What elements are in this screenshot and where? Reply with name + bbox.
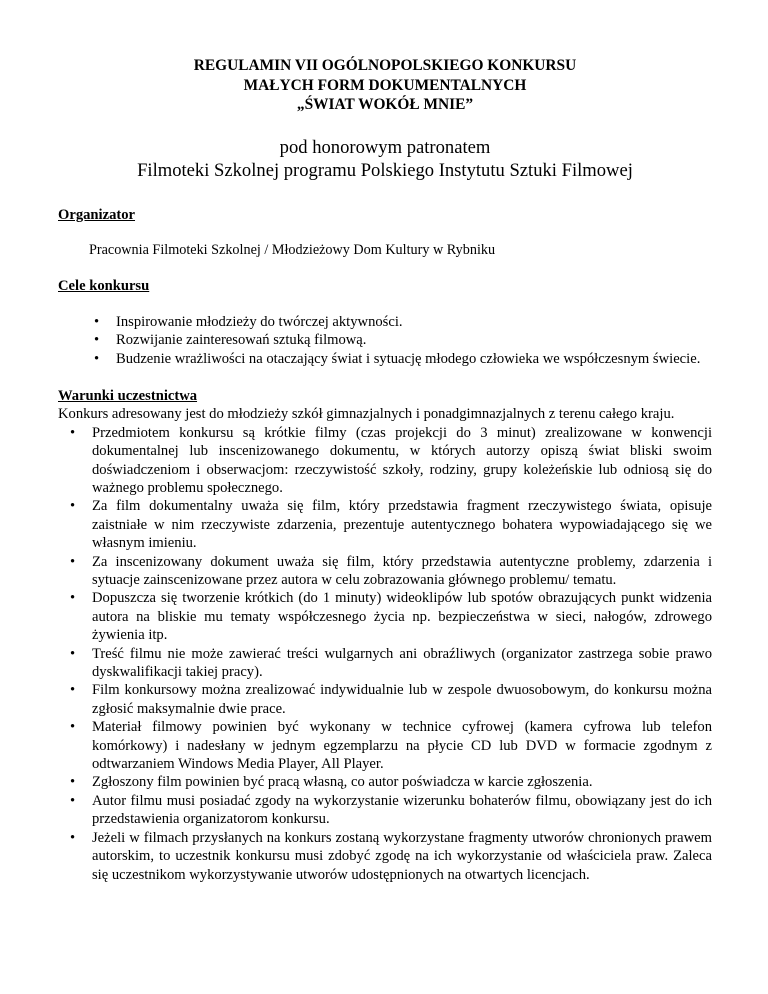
bullet-icon: • bbox=[70, 590, 76, 607]
document-subtitle bbox=[58, 136, 712, 182]
title-line-3: „ŚWIAT WOKÓŁ MNIE” bbox=[296, 96, 474, 113]
condition-item bbox=[58, 792, 712, 829]
bullet-icon: • bbox=[70, 774, 76, 791]
condition-text: Treść filmu nie może zawierać treści wulgarnych ani obraźliwych (organizator zastrzega sobie prawo dyskwalifikacji takiej pracy). bbox=[92, 645, 712, 681]
bullet-icon: • bbox=[70, 682, 76, 699]
condition-text: Zgłoszony film powinien być pracą własną, co autor poświadcza w karcie zgłoszenia. bbox=[92, 774, 593, 791]
organizer-heading: Organizator bbox=[58, 206, 136, 223]
condition-text: Materiał filmowy powinien być wykonany w technice cyfrowej (kamera cyfrowa lub telefon komórkowy) i nadesłany w jednym egzemplarzu na płycie CD lub DVD w formacie zgodnym z odtwarzaniem Windows Media Player, All Player. bbox=[92, 719, 712, 773]
bullet-icon: • bbox=[70, 424, 76, 441]
condition-item bbox=[58, 681, 712, 718]
condition-text: Dopuszcza się tworzenie krótkich (do 1 minuty) wideoklipów lub spotów obrazujących punkt widzenia autora na bliskie mu tematy współczesnego życia np. bezpieczeństwa w sieci, nałogów, zdrowego żywienia itp. bbox=[92, 590, 712, 644]
condition-item bbox=[58, 645, 712, 682]
condition-text: Przedmiotem konkursu są krótkie filmy (czas projekcji do 3 minut) zrealizowane w konwencji dokumentalnej lub inscenizowanego dokumentu, w których autorzy opiszą świat bliski swoim doświadczeniom i obserwacjom: rzeczywistość szkoły, rodziny, grupy koleżeńskie lub odniosą się do ważnego problemu społecznego. bbox=[92, 424, 712, 496]
subtitle-line-2: Filmoteki Szkolnej programu Polskiego Instytutu Sztuki Filmowej bbox=[137, 159, 633, 181]
condition-item bbox=[58, 589, 712, 644]
condition-item bbox=[58, 553, 712, 590]
goal-text: Rozwijanie zainteresowań sztuką filmową. bbox=[116, 332, 367, 349]
bullet-icon: • bbox=[94, 332, 100, 349]
conditions-intro: Konkurs adresowany jest do młodzieży szkół gimnazjalnych i ponadgimnazjalnych z terenu całego kraju. bbox=[58, 406, 675, 423]
organizer-text: Pracownia Filmoteki Szkolnej / Młodzieżowy Dom Kultury w Rybniku bbox=[89, 241, 496, 258]
bullet-icon: • bbox=[94, 350, 100, 367]
conditions-heading: Warunki uczestnictwa bbox=[58, 387, 198, 404]
bullet-icon: • bbox=[70, 645, 76, 662]
bullet-icon: • bbox=[70, 792, 76, 809]
condition-item bbox=[58, 829, 712, 884]
conditions-list bbox=[58, 424, 712, 884]
condition-item bbox=[58, 718, 712, 773]
goals-list bbox=[58, 313, 712, 368]
bullet-icon: • bbox=[70, 719, 76, 736]
condition-text: Za inscenizowany dokument uważa się film, który przedstawia autentyczne problemy, zdarzenia i sytuacje zainscenizowane przez autora w celu zobrazowania głównego problemu/ tematu. bbox=[92, 553, 712, 588]
condition-text: Film konkursowy można zrealizować indywidualnie lub w zespole dwuosobowym, do konkursu można zgłosić maksymalnie dwie prace. bbox=[92, 682, 712, 717]
bullet-icon: • bbox=[70, 498, 76, 515]
condition-text: Jeżeli w filmach przysłanych na konkurs zostaną wykorzystane fragmenty utworów chronionych prawem autorskim, to uczestnik konkursu musi zdobyć zgodę na ich wykorzystanie od właściciela praw. Zaleca się uczestnikom wykorzystywanie utworów udostępnionych na otwartych licencjach. bbox=[92, 829, 712, 883]
condition-item bbox=[58, 424, 712, 498]
goal-item bbox=[58, 313, 712, 331]
condition-text: Autor filmu musi posiadać zgody na wykorzystanie wizerunku bohaterów filmu, obowiązany jest do ich przedstawienia organizatorom konkursu. bbox=[92, 792, 712, 828]
goal-text: Budzenie wrażliwości na otaczający świat i sytuację młodego człowieka we współczesnym świecie. bbox=[116, 350, 701, 367]
goal-item bbox=[58, 350, 712, 368]
condition-text: Za film dokumentalny uważa się film, który przedstawia fragment rzeczywistego świata, opisuje zaistniałe w nim rzeczywiste zdarzenia, prezentuje autentycznego bohatera wypowiadającego się we własnym imieniu. bbox=[92, 498, 712, 552]
bullet-icon: • bbox=[70, 553, 76, 570]
title-line-2: MAŁYCH FORM DOKUMENTALNYCH bbox=[243, 76, 527, 94]
document-title bbox=[58, 56, 712, 115]
document-page bbox=[58, 56, 712, 884]
goals-heading: Cele konkursu bbox=[58, 278, 150, 295]
title-line-1: REGULAMIN VII OGÓLNOPOLSKIEGO KONKURSU bbox=[193, 57, 577, 74]
goal-item bbox=[58, 331, 712, 349]
condition-item bbox=[58, 497, 712, 552]
condition-item bbox=[58, 773, 712, 791]
subtitle-line-1: pod honorowym patronatem bbox=[279, 136, 491, 158]
bullet-icon: • bbox=[70, 829, 76, 846]
bullet-icon: • bbox=[94, 313, 100, 330]
goal-text: Inspirowanie młodzieży do twórczej aktywności. bbox=[116, 313, 403, 330]
